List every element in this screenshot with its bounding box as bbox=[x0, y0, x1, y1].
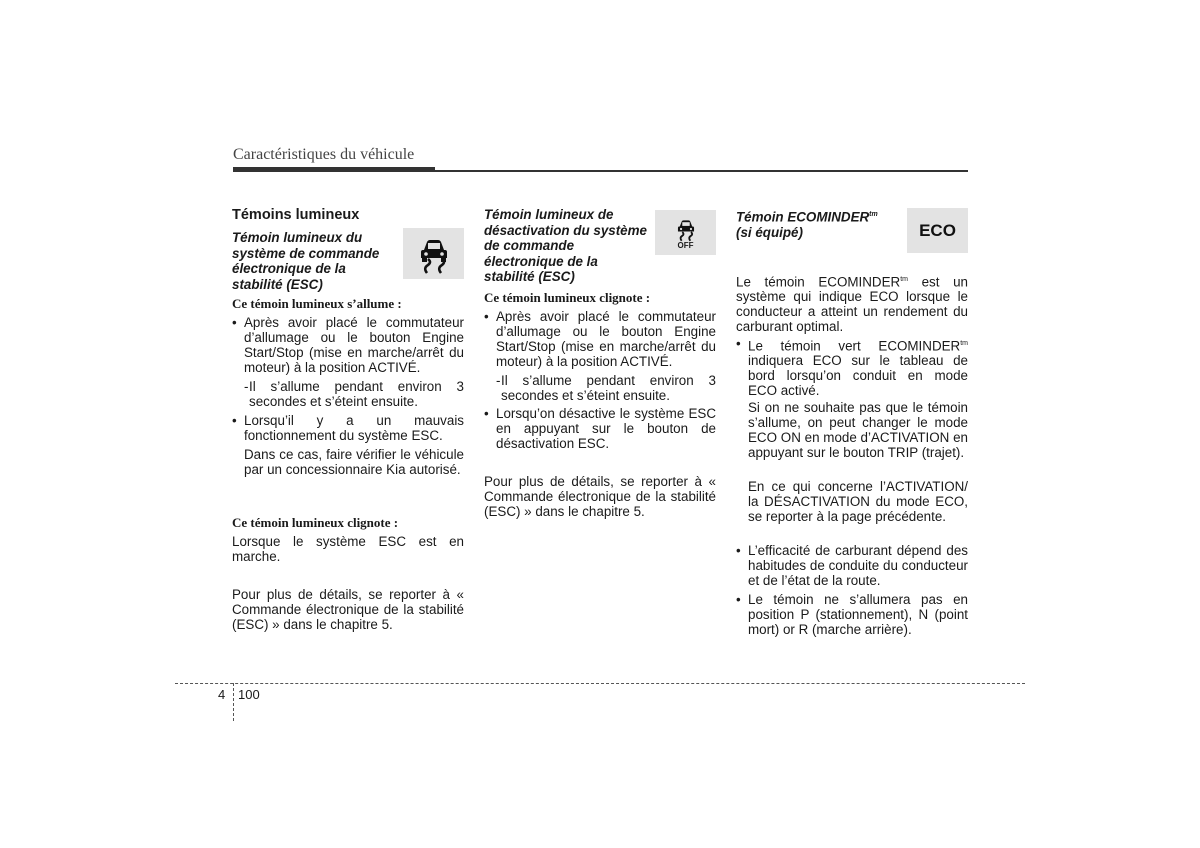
esc-off-icon-box bbox=[655, 210, 716, 255]
esc-off-icon-label: OFF bbox=[677, 240, 694, 250]
esc-on-bullet-2: • Lorsqu’il y a un mauvais fonctionnement du système ESC. bbox=[232, 413, 464, 443]
ecominder-tm-mark: tm bbox=[869, 211, 878, 218]
section-number: 4 bbox=[218, 687, 226, 702]
esc-off-blink-label: Ce témoin lumineux clignote : bbox=[484, 290, 651, 305]
ecominder-bullet-1-continued-2: En ce qui concerne l’ACTIVATION/ la DÉSACTIVATION du mode ECO, se reporter à la page précédente. bbox=[748, 479, 968, 524]
ecominder-intro-a: Le témoin ECOMINDER bbox=[736, 274, 901, 290]
esc-skid-icon bbox=[413, 234, 455, 274]
ecominder-intro bbox=[736, 272, 968, 334]
esc-blink-label: Ce témoin lumineux clignote : bbox=[232, 515, 399, 530]
ecominder-bullet-2: • L’efficacité de carburant dépend des habitudes de conduite du conducteur et de l’état de la route. bbox=[736, 543, 968, 588]
eco-icon: ECO bbox=[919, 221, 956, 240]
esc-off-bullet-2: • Lorsqu’on désactive le système ESC en appuyant sur le bouton de désactivation ESC. bbox=[484, 406, 716, 451]
header-rule-accent bbox=[233, 167, 435, 172]
page-number: 100 bbox=[238, 687, 260, 702]
ecominder-bullet-1-b: indiquera ECO sur le tableau de bord lorsqu’on conduit en mode ECO activé. bbox=[748, 353, 968, 399]
ecominder-bullet-1-continued-1: Si on ne souhaite pas que le témoin s’allume, on peut changer le mode ECO ON en mode d’ACTIVATION en appuyant sur le bouton TRIP (trajet). bbox=[748, 400, 968, 460]
eco-icon-box bbox=[907, 208, 968, 253]
esc-icon-box bbox=[403, 228, 464, 279]
esc-subheading: Témoin lumineux du système de commande électronique de la stabilité (ESC) bbox=[232, 230, 380, 292]
esc-on-bullet-2-continued: Dans ce cas, faire vérifier le véhicule par un concessionnaire Kia autorisé. bbox=[244, 447, 464, 477]
ecominder-subheading-sub: (si équipé) bbox=[736, 224, 803, 240]
page-header-title: Caractéristiques du véhicule bbox=[233, 146, 415, 163]
ecominder-bullet-1-a: Le témoin vert ECOMINDER bbox=[748, 338, 961, 354]
ecominder-intro-tm: tm bbox=[900, 276, 908, 283]
esc-on-bullet-1: • Après avoir placé le commutateur d’allumage ou le bouton Engine Start/Stop (mise en marche/arrêt du moteur) à la position ACTIVÉ. bbox=[232, 315, 464, 375]
ecominder-subheading-main: Témoin ECOMINDER bbox=[736, 209, 870, 225]
esc-reference-text: Pour plus de détails, se reporter à « Commande électronique de la stabilité (ESC) » dans le chapitre 5. bbox=[232, 587, 464, 632]
ecominder-subheading bbox=[736, 207, 896, 240]
esc-off-dash-1: - Il s’allume pendant environ 3 secondes et s’éteint ensuite. bbox=[484, 373, 716, 403]
esc-off-bullet-1: • Après avoir placé le commutateur d’allumage ou le bouton Engine Start/Stop (mise en marche/arrêt du moteur) à la position ACTIVÉ. bbox=[484, 309, 716, 369]
esc-off-icon bbox=[673, 216, 699, 242]
esc-blink-text: Lorsque le système ESC est en marche. bbox=[232, 534, 464, 564]
ecominder-bullet-1 bbox=[736, 336, 968, 398]
ecominder-intro-b: est un système qui indique ECO lorsque le conducteur a atteint un rendement du carburant optimal. bbox=[736, 274, 968, 335]
footer-divider bbox=[175, 683, 1025, 684]
ecominder-bullet-1-tm: tm bbox=[960, 340, 968, 347]
ecominder-bullet-3: • Le témoin ne s’allumera pas en position P (stationnement), N (point mort) or R (marche arrière). bbox=[736, 592, 968, 637]
esc-off-reference-text: Pour plus de détails, se reporter à « Commande électronique de la stabilité (ESC) » dans le chapitre 5. bbox=[484, 474, 716, 519]
footer-vertical-divider bbox=[233, 683, 234, 721]
section-heading: Témoins lumineux bbox=[232, 207, 360, 223]
esc-on-dash-1: - Il s’allume pendant environ 3 secondes et s’éteint ensuite. bbox=[232, 379, 464, 409]
esc-off-subheading: Témoin lumineux de désactivation du système de commande électronique de la stabilité (ESC) bbox=[484, 207, 647, 284]
esc-on-label: Ce témoin lumineux s’allume : bbox=[232, 296, 402, 311]
